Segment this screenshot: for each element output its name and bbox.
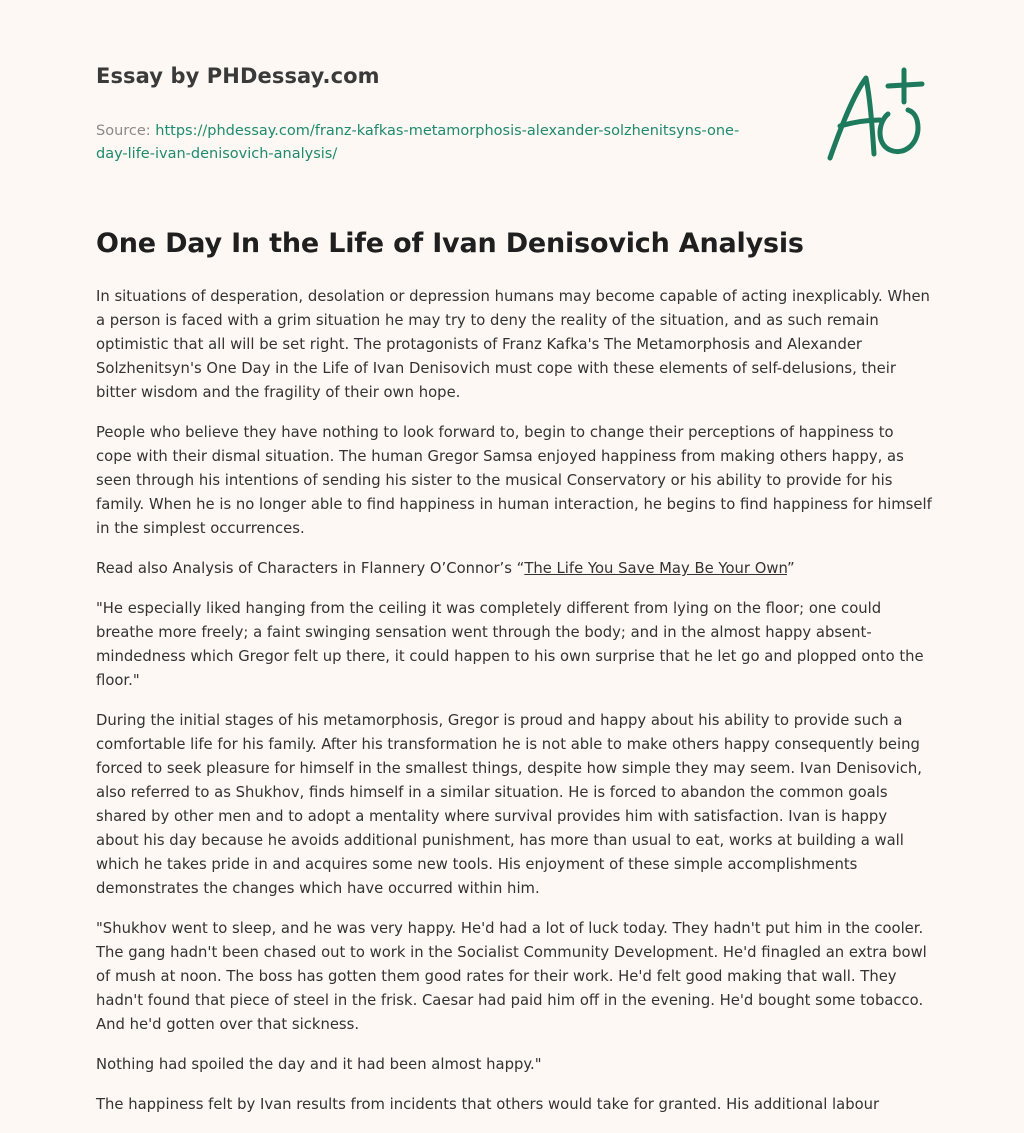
paragraph: The happiness felt by Ivan results from incidents that others would take for granted. His additional labour: [96, 1096, 880, 1113]
read-also-prefix: Read also Analysis of Characters in Flannery O’Connor’s “: [96, 560, 525, 577]
paragraph: In situations of desperation, desolation or depression humans may become capable of acting inexplicably. When a person is faced with a grim situation he may try to deny the reality of the situation, and as such remain optimistic that all will be set right. The protagonists of Franz Kafka's The Metamorphosis and Alexander Solzhenitsyn's One Day in the Life of Ivan Denisovich must cope with these elements of self-delusions, their bitter wisdom and the fragility of their own hope.: [96, 288, 930, 401]
article-body: [96, 285, 932, 1133]
read-also-suffix: ”: [787, 560, 795, 577]
quote-paragraph: Nothing had spoiled the day and it had been almost happy.": [96, 1056, 542, 1073]
source-link[interactable]: https://phdessay.com/franz-kafkas-metamorphosis-alexander-solzhenitsyns-one-day-life-ivan-denisovich-analysis/: [96, 123, 740, 162]
read-also-link[interactable]: The Life You Save May Be Your Own: [524, 560, 788, 577]
source-label: Source:: [96, 123, 151, 139]
site-brand: Essay by PHDessay.com: [96, 64, 380, 88]
read-also-line: [96, 557, 932, 581]
paragraph: During the initial stages of his metamorphosis, Gregor is proud and happy about his ability to provide such a comfortable life for his family. After his transformation he is not able to make others happy consequently being forced to seek pleasure for himself in the smallest things, despite how simple they may seem. Ivan Denisovich, also referred to as Shukhov, finds himself in a similar situation. He is forced to abandon the common goals shared by other men and to adopt a mentality where survival provides him with satisfaction. Ivan is happy about his day because he avoids additional punishment, has more than usual to eat, works at building a wall which he takes pride in and acquires some new tools. His enjoyment of these simple accomplishments demonstrates the changes which have occurred within him.: [96, 712, 922, 897]
quote-paragraph: "Shukhov went to sleep, and he was very happy. He'd had a lot of luck today. They hadn't put him in the cooler. The gang hadn't been chased out to work in the Socialist Community Development. He'd finagled an extra bowl of mush at noon. The boss has gotten them good rates for their work. He'd felt good making that wall. They hadn't found that piece of steel in the frisk. Caesar had paid him off in the evening. He'd bought some tobacco. And he'd gotten over that sickness.: [96, 920, 927, 1033]
article-title: One Day In the Life of Ivan Denisovich Analysis: [96, 228, 804, 259]
source-line: [96, 120, 756, 166]
paragraph: People who believe they have nothing to look forward to, begin to change their perceptions of happiness to cope with their dismal situation. The human Gregor Samsa enjoyed happiness from making others happy, as seen through his intentions of sending his sister to the musical Conservatory or his ability to provide for his family. When he is no longer able to find happiness in human interaction, he begins to find happiness for himself in the simplest occurrences.: [96, 424, 932, 537]
a-plus-grade-icon: [818, 64, 934, 170]
page-header: [96, 64, 756, 166]
quote-paragraph: "He especially liked hanging from the ceiling it was completely different from lying on the floor; one could breathe more freely; a faint swinging sensation went through the body; and in the almost happy absent-mindedness which Gregor felt up there, it could happen to his own surprise that he let go and plopped onto the floor.": [96, 600, 924, 689]
